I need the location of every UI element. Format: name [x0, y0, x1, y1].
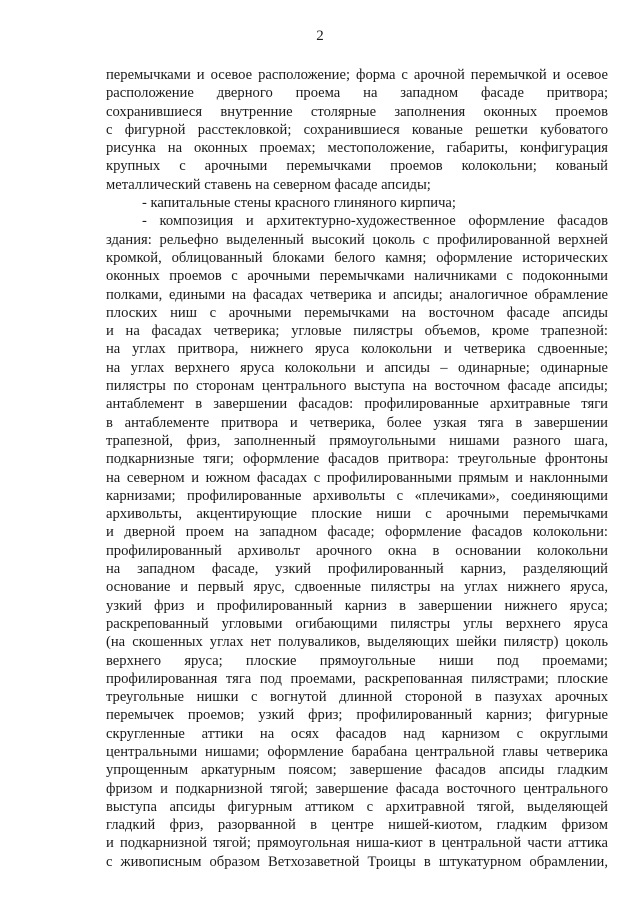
document-body — [106, 66, 608, 871]
text-line: трапезной, фриз, заполненный прямоугольными нишами разного шага, — [106, 432, 608, 449]
text-line: (на скошенных углах нет полуваликов, выделяющих шейки пилястр) цоколь — [106, 634, 608, 651]
text-line: центральными нишами; оформление барабана центральной главы четверика — [106, 743, 608, 760]
text-line: оконных проемов с арочными перемычками наличниками с подоконными — [106, 268, 608, 285]
text-line: и дверной проем на западном фасаде; оформление фасадов колокольни: — [106, 524, 608, 541]
text-line: узкий фриз и профилированный карниз в завершении нижнего яруса; — [106, 597, 608, 614]
text-line: основание и первый ярус, сдвоенные пилястры на углах нижнего яруса, — [106, 579, 608, 596]
text-line: архивольты, акцентирующие плоские ниши с арочными перемычками — [106, 506, 608, 523]
text-line: - капитальные стены красного глиняного кирпича; — [142, 195, 456, 212]
text-line: профилированная тяга под проемами, раскрепованная пилястрами; плоские — [106, 670, 608, 687]
text-line: крупных с арочными перемычками проемов колокольни; кованый — [106, 158, 608, 175]
text-line: расположение дверного проема на западном фасаде притвора; — [106, 85, 608, 102]
text-line: плоских ниш с арочными перемычками на восточном фасаде апсиды — [106, 304, 608, 321]
text-line: полками, едиными на фасадах четверика и апсиды; аналогичное обрамление — [106, 286, 608, 303]
text-line: на западном фасаде, узкий профилированный карниз, разделяющий — [106, 561, 608, 578]
text-line: верхнего яруса; плоские прямоугольные ниши под проемами; — [106, 652, 608, 669]
text-line: скругленные аттики на осях фасадов над карнизом с округлыми — [106, 725, 608, 742]
text-line: треугольные нишки с вогнутой длинной стороной в пазухах арочных — [106, 689, 608, 706]
text-line: раскрепованный угловыми огибающими пилястры углы верхнего яруса — [106, 615, 608, 632]
text-line: здания: рельефно выделенный высокий цоколь с профилированной верхней — [106, 231, 608, 248]
text-line: - композиция и архитектурно-художественное оформление фасадов — [142, 213, 608, 230]
text-line: перемычек проемов; узкий фриз; профилированный карниз; фигурные — [106, 707, 608, 724]
text-line: рисунка на оконных проемах; местоположение, габариты, конфигурация — [106, 140, 608, 157]
text-line: карнизами; профилированные архивольты с «плечиками», соединяющими — [106, 487, 608, 504]
text-line: фризом и подкарнизной тягой; завершение фасада восточного центрального — [106, 780, 608, 797]
text-line: металлический ставень на северном фасаде апсиды; — [106, 176, 431, 193]
text-line: упрощенным аркатурным поясом; завершение фасадов апсиды гладким — [106, 762, 608, 779]
text-line: и на фасадах четверика; угловые пилястры объемов, кроме трапезной: — [106, 323, 608, 340]
text-line: антаблемент в завершении фасадов: профилированные архитравные тяги — [106, 396, 608, 413]
text-line: выступа апсиды фигурным аттиком с архитравной тягой, выделяющей — [106, 798, 608, 815]
text-line: на углах притвора, нижнего яруса колокольни и четверика сдвоенные; — [106, 341, 608, 358]
text-line: на северном и южном фасадах с профилированными прямым и наклонными — [106, 469, 608, 486]
text-line: на углах верхнего яруса колокольни и апсиды – одинарные; одинарные — [106, 359, 608, 376]
text-line: сохранившиеся внутренние столярные заполнения оконных проемов — [106, 103, 608, 120]
text-line: и подкарнизной тягой; прямоугольная ниша-киот в центральной части аттика — [106, 835, 608, 852]
text-line: с фигурной расстекловкой; сохранившиеся кованые решетки кубоватого — [106, 121, 608, 138]
text-line: профилированный архивольт арочного окна в основании колокольни — [106, 542, 608, 559]
text-line: пилястры по сторонам центрального выступа на восточном фасаде апсиды; — [106, 378, 608, 395]
page-number: 2 — [316, 28, 324, 44]
text-line: перемычками и осевое расположение; форма с арочной перемычкой и осевое — [106, 67, 608, 83]
text-line: кромкой, облицованный блоками белого камня; оформление исторических — [106, 249, 608, 266]
text-line: с живописным образом Ветхозаветной Троицы в штукатурном обрамлении, — [106, 853, 608, 870]
text-line: гладкий фриз, разорванной в центре нишей-киотом, гладким фризом — [106, 817, 608, 834]
text-line: подкарнизные тяги; оформление фасадов притвора: треугольные фронтоны — [106, 451, 608, 468]
text-line: в антаблементе притвора и четверика, более узкая тяга в завершении — [106, 414, 608, 431]
